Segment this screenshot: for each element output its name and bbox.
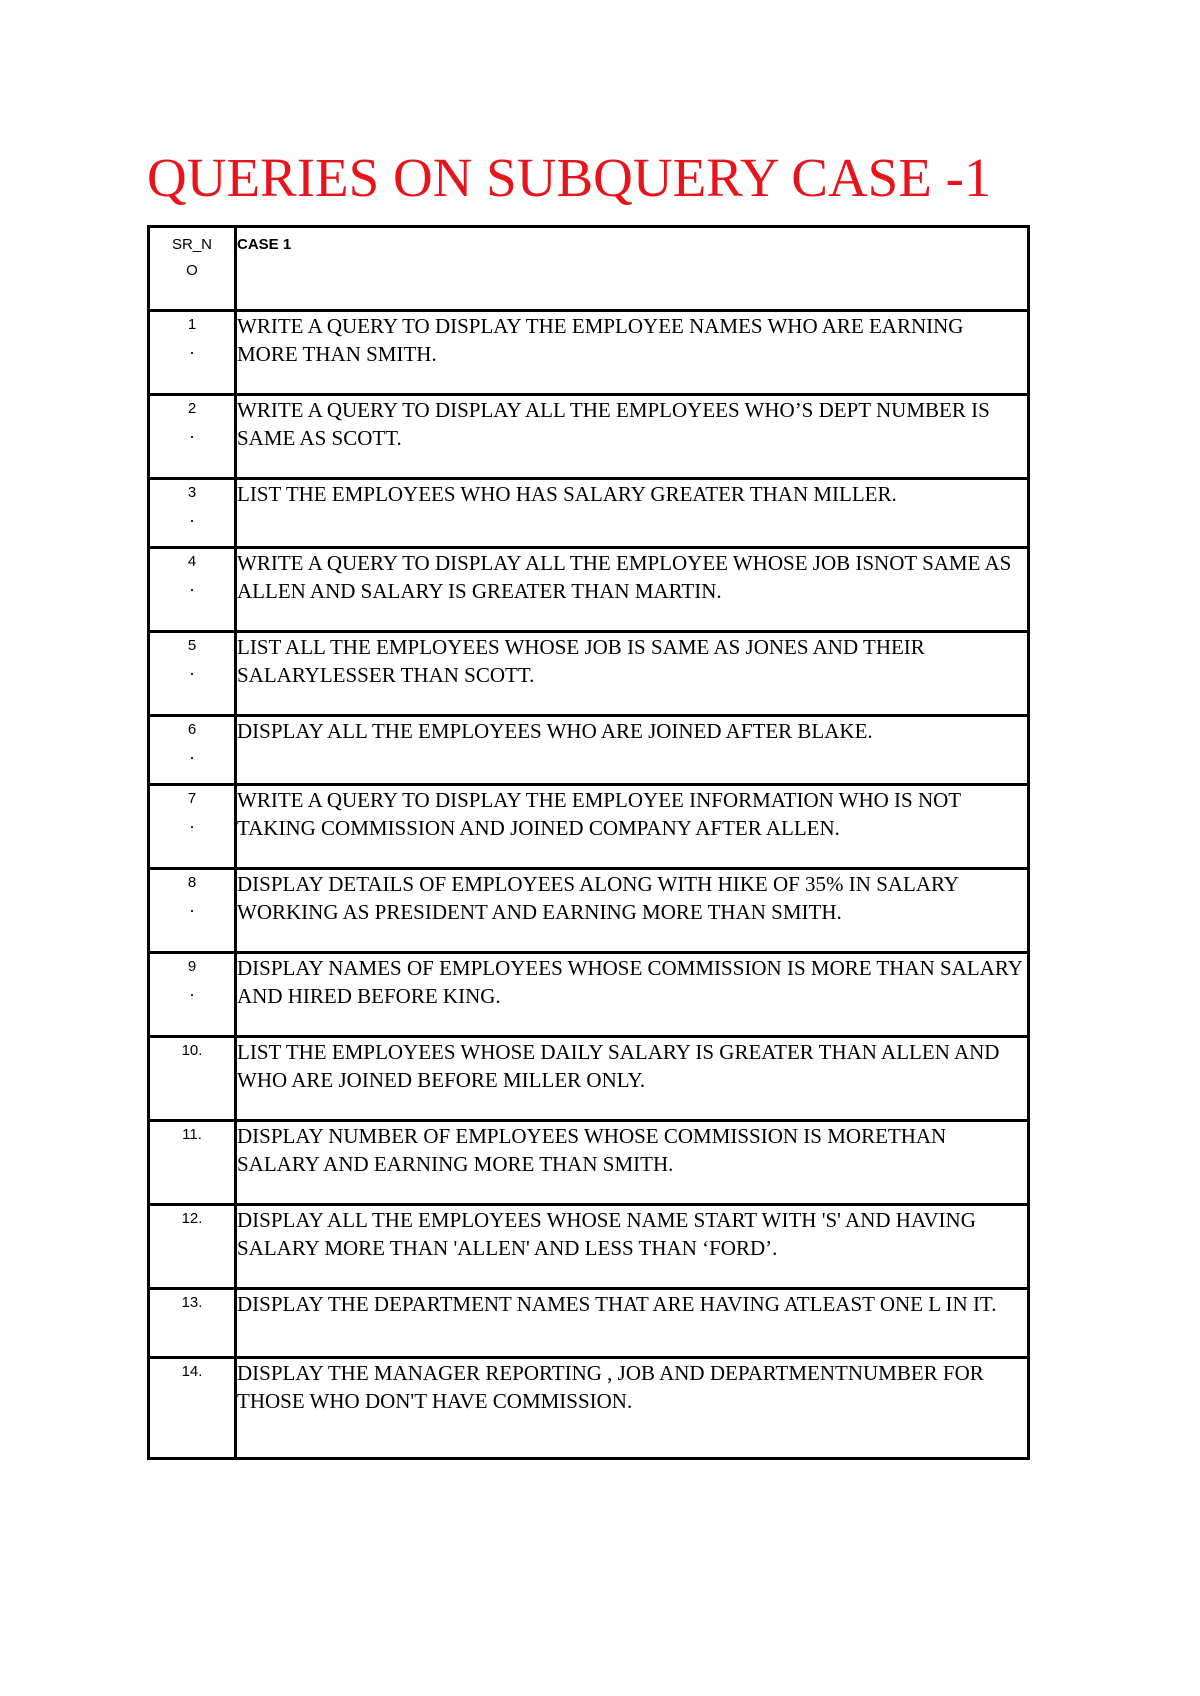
table-row [149,632,1029,716]
query-text: WRITE A QUERY TO DISPLAY ALL THE EMPLOYEES WHO’S DEPT NUMBER IS SAME AS SCOTT. [236,395,1029,479]
table-row [149,479,1029,548]
table-row [149,1037,1029,1121]
row-number-value: 14. [181,1363,203,1380]
row-number [149,1289,236,1358]
table-row [149,1121,1029,1205]
query-text: DISPLAY DETAILS OF EMPLOYEES ALONG WITH HIKE OF 35% IN SALARY WORKING AS PRESIDENT AND EARNING MORE THAN SMITH. [236,869,1029,953]
query-text: DISPLAY ALL THE EMPLOYEES WHOSE NAME START WITH 'S' AND HAVING SALARY MORE THAN 'ALLEN' AND LESS THAN ‘FORD’. [236,1205,1029,1289]
header-sr-no-line2: O [186,262,198,279]
row-number-value: 7 [187,790,197,807]
query-text: WRITE A QUERY TO DISPLAY THE EMPLOYEE INFORMATION WHO IS NOT TAKING COMMISSION AND JOINED COMPANY AFTER ALLEN. [236,785,1029,869]
row-number-value: 11. [182,1126,202,1143]
row-number [149,1358,236,1459]
page-title: QUERIES ON SUBQUERY CASE -1 [147,147,992,208]
row-number-value: 10. [181,1042,203,1059]
row-number-value: 12. [181,1210,203,1227]
query-text: WRITE A QUERY TO DISPLAY ALL THE EMPLOYEE WHOSE JOB ISNOT SAME AS ALLEN AND SALARY IS GREATER THAN MARTIN. [236,548,1029,632]
table-row [149,1289,1029,1358]
query-text: WRITE A QUERY TO DISPLAY THE EMPLOYEE NAMES WHO ARE EARNING MORE THAN SMITH. [236,311,1029,395]
table-row [149,311,1029,395]
row-number [149,311,236,395]
table-row [149,395,1029,479]
query-text: DISPLAY THE DEPARTMENT NAMES THAT ARE HAVING ATLEAST ONE L IN IT. [236,1289,1029,1358]
row-number-dot: . [189,338,195,358]
row-number [149,632,236,716]
row-number [149,716,236,785]
row-number-value: 9 [187,958,197,975]
header-sr-no-line1: SR_N [171,236,212,253]
query-text: DISPLAY ALL THE EMPLOYEES WHO ARE JOINED AFTER BLAKE. [236,716,1029,785]
row-number [149,785,236,869]
query-text: DISPLAY THE MANAGER REPORTING , JOB AND DEPARTMENTNUMBER FOR THOSE WHO DON'T HAVE COMMISSION. [236,1358,1029,1459]
table-row [149,953,1029,1037]
row-number [149,548,236,632]
row-number [149,1121,236,1205]
row-number-dot: . [189,896,195,916]
row-number-value: 13. [181,1294,203,1311]
queries-table [147,225,1030,1460]
row-number-value: 8 [187,874,197,891]
row-number-value: 4 [187,553,197,570]
query-text: LIST THE EMPLOYEES WHO HAS SALARY GREATER THAN MILLER. [236,479,1029,548]
row-number-dot: . [189,980,195,1000]
query-text: DISPLAY NUMBER OF EMPLOYEES WHOSE COMMISSION IS MORETHAN SALARY AND EARNING MORE THAN SMITH. [236,1121,1029,1205]
row-number [149,1205,236,1289]
row-number-value: 1 [187,316,197,333]
row-number [149,479,236,548]
row-number-dot: . [189,812,195,832]
table-row [149,1358,1029,1459]
row-number [149,395,236,479]
row-number-value: 3 [187,484,197,501]
table-row [149,548,1029,632]
row-number-dot: . [189,422,195,442]
row-number-value: 2 [187,400,197,417]
row-number-dot: . [189,659,195,679]
row-number [149,953,236,1037]
row-number-dot: . [189,506,195,526]
query-text: DISPLAY NAMES OF EMPLOYEES WHOSE COMMISSION IS MORE THAN SALARY AND HIRED BEFORE KING. [236,953,1029,1037]
table-row [149,1205,1029,1289]
row-number-dot: . [189,575,195,595]
query-text: LIST THE EMPLOYEES WHOSE DAILY SALARY IS GREATER THAN ALLEN AND WHO ARE JOINED BEFORE MILLER ONLY. [236,1037,1029,1121]
row-number-dot: . [189,743,195,763]
row-number-value: 5 [187,637,197,654]
header-case: CASE 1 [236,227,1029,311]
table-row [149,716,1029,785]
table-row [149,869,1029,953]
header-sr-no [149,227,236,311]
table-header-row [149,227,1029,311]
query-text: LIST ALL THE EMPLOYEES WHOSE JOB IS SAME AS JONES AND THEIR SALARYLESSER THAN SCOTT. [236,632,1029,716]
row-number [149,869,236,953]
row-number [149,1037,236,1121]
table-row [149,785,1029,869]
row-number-value: 6 [187,721,197,738]
